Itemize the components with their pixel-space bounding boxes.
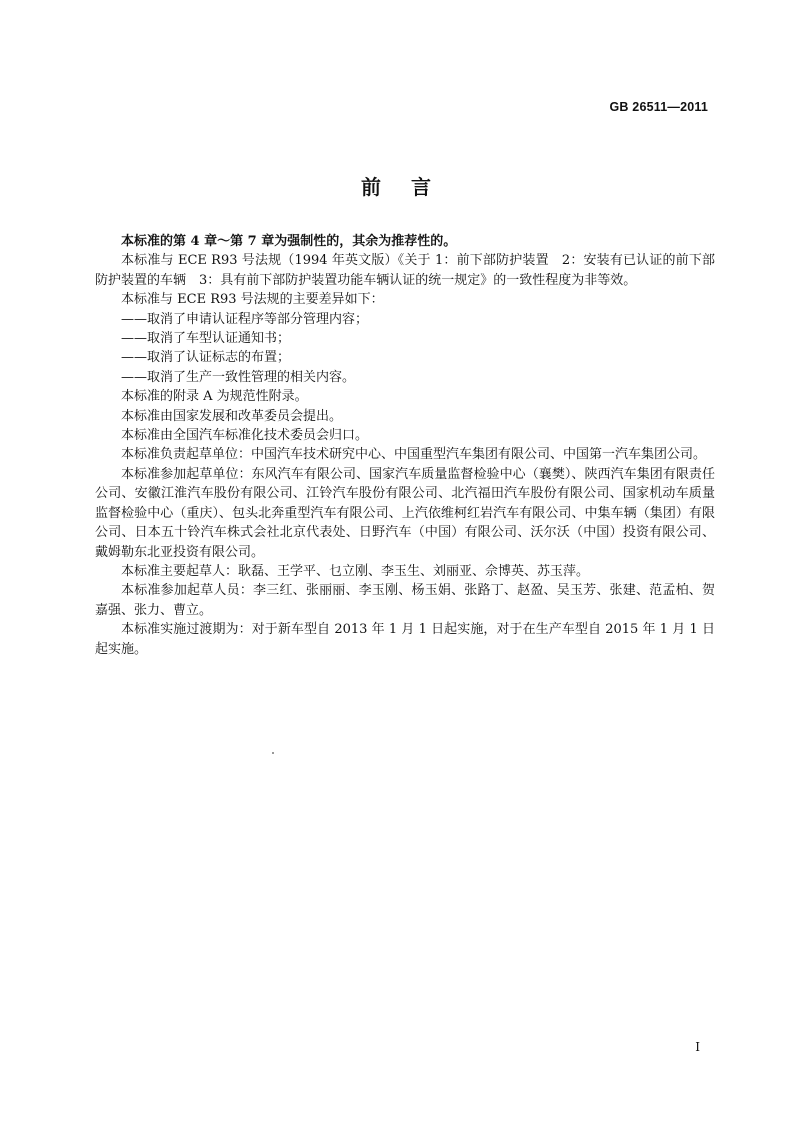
paragraph-proposer: 本标准由国家发展和改革委员会提出。 [121,408,343,424]
paragraph-mandatory-clauses: 本标准的第 4 章～第 7 章为强制性的，其余为推荐性的。 [121,234,457,249]
standard-number: GB 26511—2011 [609,100,708,114]
difference-item: ——取消了认证标志的布置； [121,350,291,366]
difference-item: ——取消了车型认证通知书； [121,331,291,347]
paragraph-transition-period: 本标准实施过渡期为：对于新车型自 2013 年 1 月 1 日起实施，对于在生产车型自 2015 年 1 月 1 日起实施。 [95,622,715,657]
foreword-body [95,232,715,659]
page-number: I [695,1040,700,1054]
paragraph-annex: 本标准的附录 A 为规范性附录。 [121,389,308,405]
scan-speck [272,752,274,754]
paragraph-participating-orgs: 本标准参加起草单位：东风汽车有限公司、国家汽车质量监督检验中心（襄樊）、陕西汽车集团有限责任公司、安徽江淮汽车股份有限公司、江铃汽车股份有限公司、北汽福田汽车股份有限公司、国家机动车质量监督检验中心（重庆）、包头北奔重型汽车有限公司、上汽依维柯红岩汽车有限公司、中集车辆（集团）有限公司、日本五十铃汽车株式会社北京代表处、日野汽车（中国）有限公司、沃尔沃（中国）投资有限公司、戴姆勒东北亚投资有限公司。 [95,466,715,560]
page-title: 前言 [361,175,461,199]
paragraph-lead-drafters-org: 本标准负责起草单位：中国汽车技术研究中心、中国重型汽车集团有限公司、中国第一汽车集团公司。 [121,447,707,463]
difference-item: ——取消了生产一致性管理的相关内容。 [121,369,356,385]
paragraph-participating-drafters: 本标准参加起草人员：李三红、张丽丽、李玉刚、杨玉娟、张路丁、赵盈、吴玉芳、张建、范孟柏、贺嘉强、张力、曹立。 [95,583,715,618]
paragraph-differences-intro: 本标准与 ECE R93 号法规的主要差异如下： [121,292,384,308]
paragraph-administrator: 本标准由全国汽车标准化技术委员会归口。 [121,428,369,444]
paragraph-main-drafters: 本标准主要起草人：耿磊、王学平、乜立刚、李玉生、刘丽亚、佘博英、苏玉萍。 [121,563,590,579]
paragraph-ece-relation: 本标准与 ECE R93 号法规（1994 年英文版）《关于 1：前下部防护装置 2：安装有已认证的前下部防护装置的车辆 3：具有前下部防护装置功能车辆认证的统一规定》的一致性程度为非等效。 [95,253,715,288]
difference-item: ——取消了申请认证程序等部分管理内容； [121,311,369,327]
